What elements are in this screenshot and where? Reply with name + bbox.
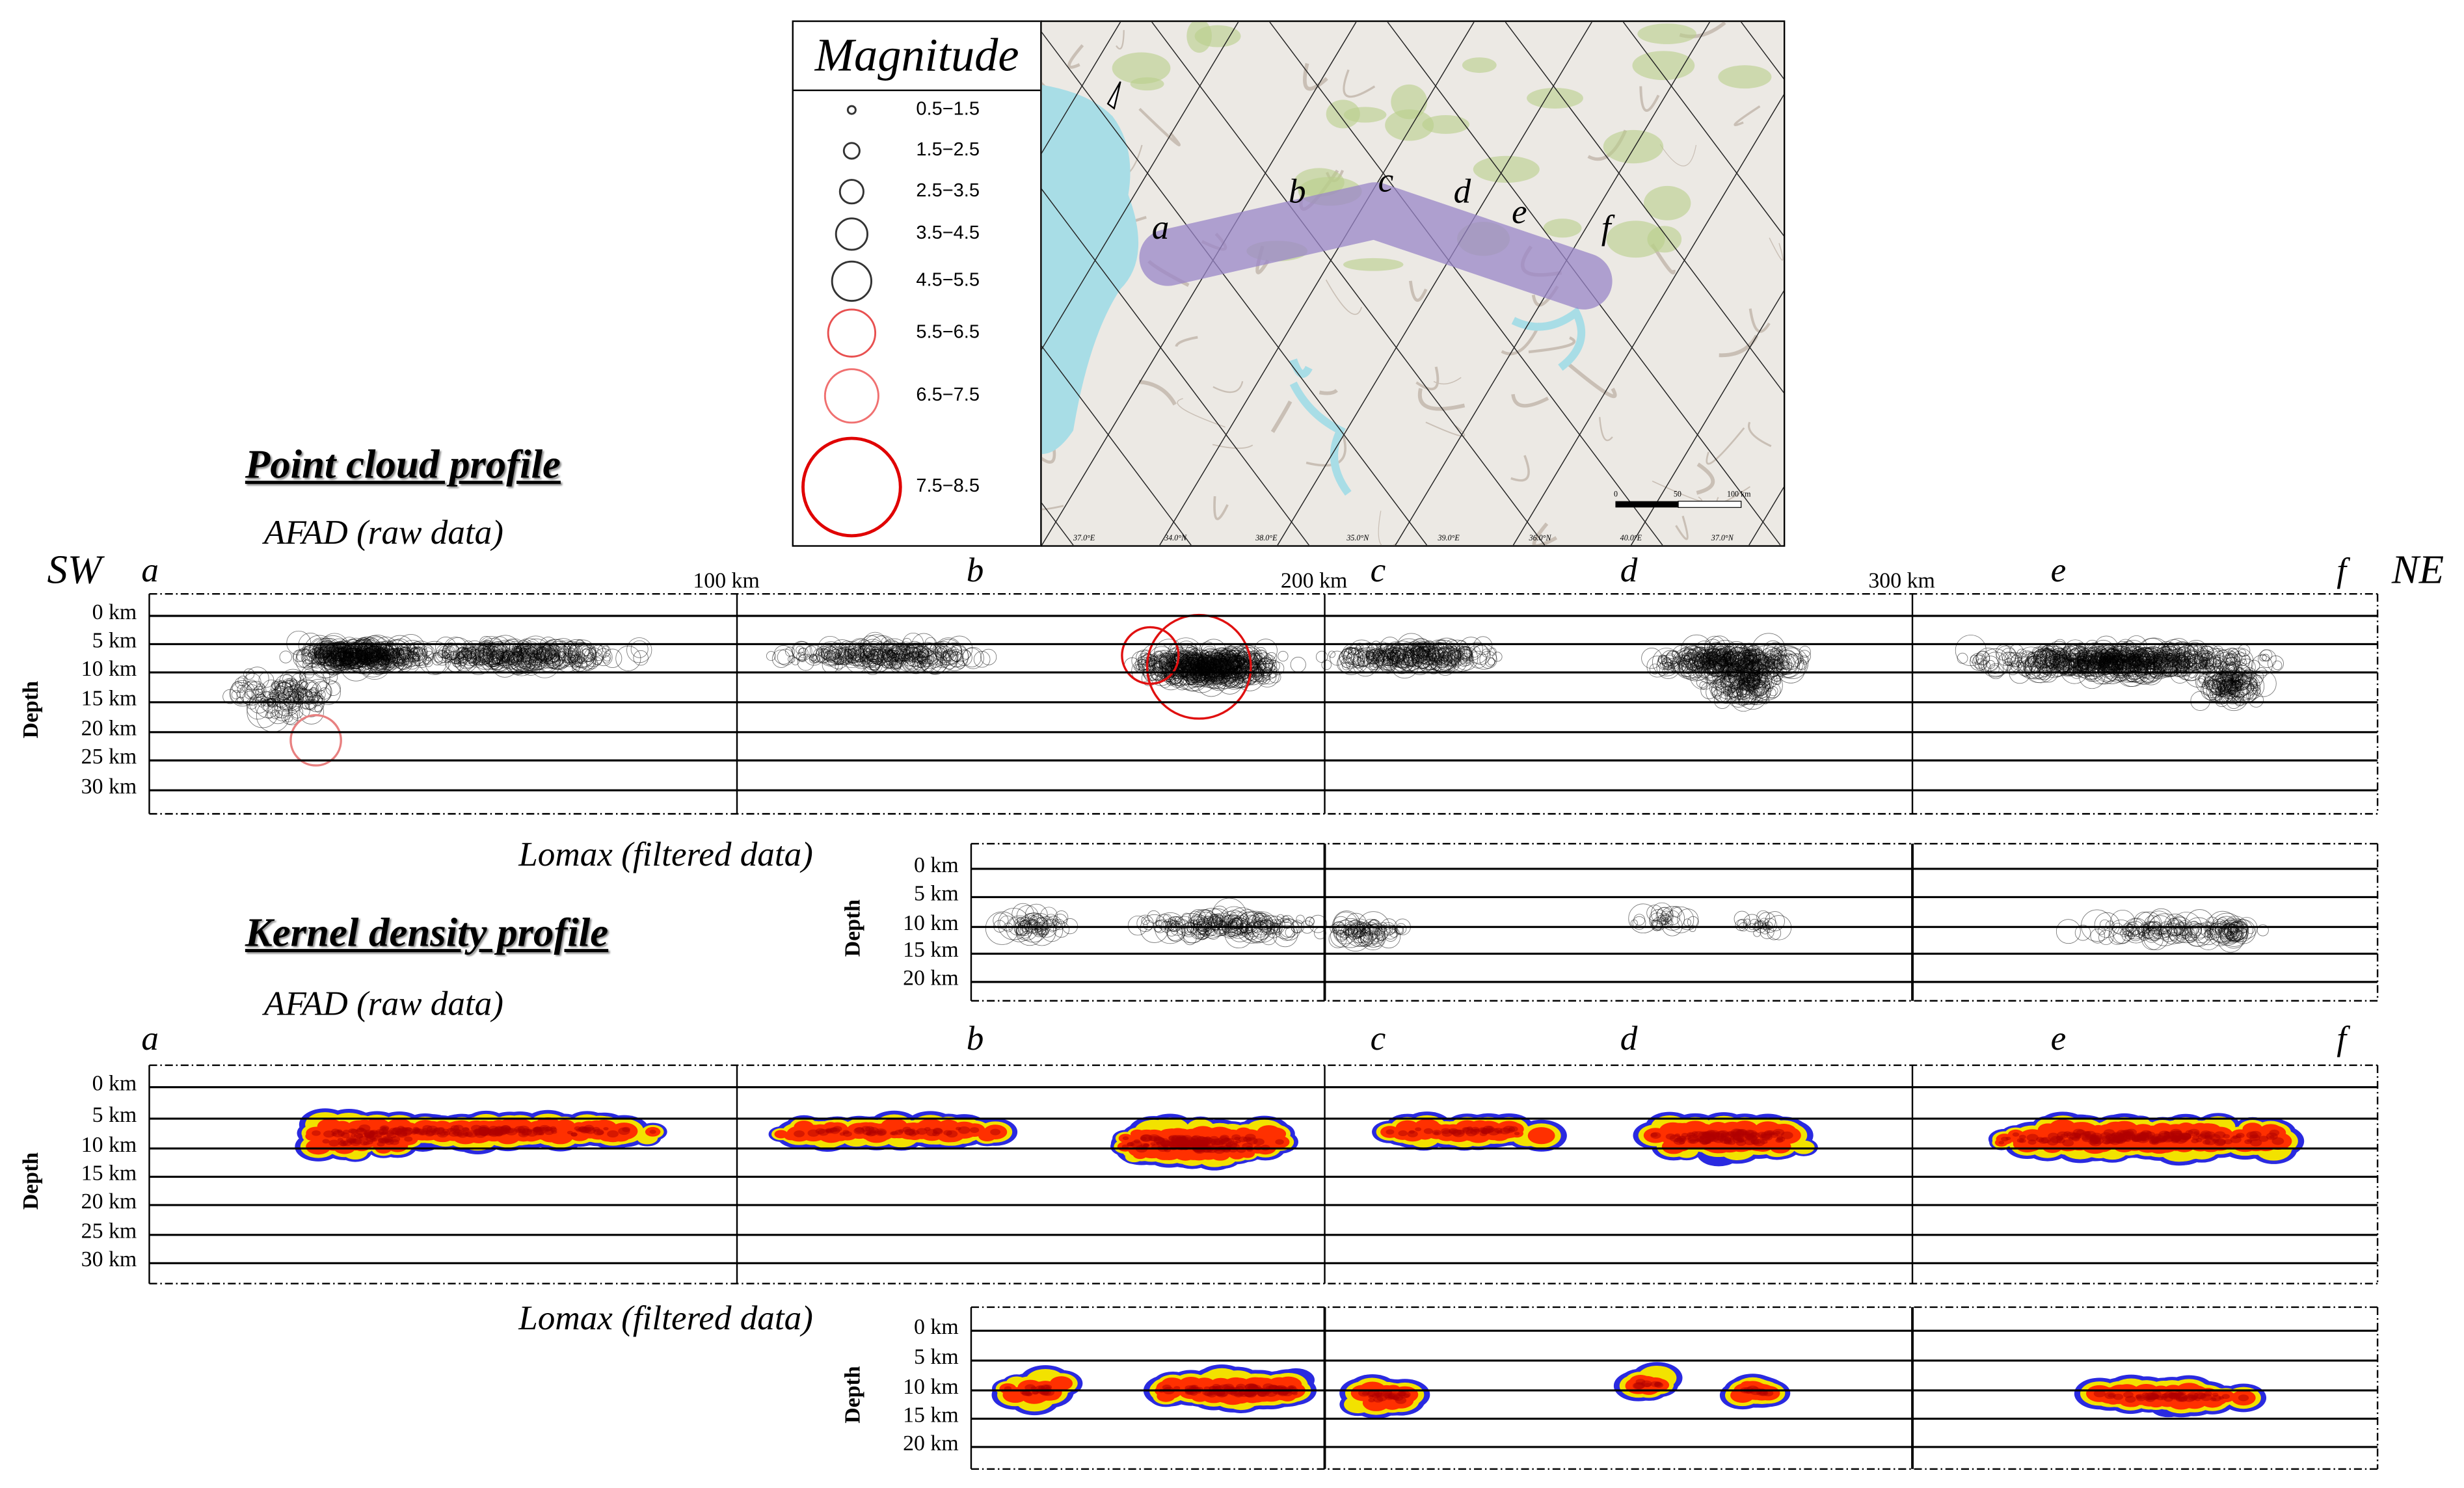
kernel-density-title: Kernel density profile — [245, 910, 608, 957]
legend-label-4: 4.5−5.5 — [916, 269, 980, 291]
legend-label-7: 7.5−8.5 — [916, 475, 980, 497]
depth-label: 5 km — [58, 630, 137, 656]
depth-label: 10 km — [880, 913, 959, 938]
depth-label: 20 km — [880, 968, 959, 993]
legend-label-5: 5.5−6.5 — [916, 321, 980, 343]
depth-label: 10 km — [58, 658, 137, 684]
depth-label: 20 km — [58, 718, 137, 743]
grid-label: 40.0°E — [1620, 533, 1642, 542]
depth-label: 15 km — [880, 940, 959, 965]
map-point-f: f — [1601, 209, 1615, 246]
lomax-label-1: Lomax (filtered data) — [518, 834, 813, 875]
depth-label: 5 km — [880, 883, 959, 909]
grid-label: 39.0°E — [1437, 533, 1460, 542]
depth-label: 0 km — [880, 855, 959, 880]
depth-label: 25 km — [58, 747, 137, 772]
afad-label-2: AFAD (raw data) — [264, 983, 503, 1024]
map-point-d: d — [1454, 173, 1471, 211]
grid-label: 37.0°N — [1711, 533, 1734, 542]
map-point-b: b — [1289, 173, 1306, 211]
legend-label-6: 6.5−7.5 — [916, 383, 980, 405]
grid-label: 37.0°E — [1073, 533, 1095, 542]
afad-label-1: AFAD (raw data) — [264, 512, 503, 553]
legend-label-2: 2.5−3.5 — [916, 179, 980, 201]
grid-label: 35.0°N — [1346, 533, 1369, 542]
depth-label: 15 km — [58, 688, 137, 713]
scale-end: 100 km — [1727, 489, 1751, 498]
map-point-c: c — [1378, 162, 1394, 200]
depth-label: 0 km — [58, 602, 137, 627]
map-point-a: a — [1152, 209, 1170, 246]
legend-label-1: 1.5−2.5 — [916, 139, 980, 161]
grid-label: 36.0°N — [1529, 533, 1552, 542]
lomax-label-2: Lomax (filtered data) — [518, 1297, 813, 1338]
scale-zero: 0 — [1614, 489, 1618, 498]
legend-label-3: 3.5−4.5 — [916, 222, 980, 244]
point-cloud-title: Point cloud profile — [245, 442, 561, 488]
grid-label: 38.0°E — [1255, 533, 1278, 542]
ne-label: NE — [2392, 547, 2444, 594]
grid-label: 34.0°N — [1164, 533, 1187, 542]
legend-title: Magnitude — [794, 22, 1040, 91]
depth-axis-label: Depth — [20, 681, 46, 738]
map-point-e: e — [1512, 193, 1527, 231]
legend-label-0: 0.5−1.5 — [916, 98, 980, 120]
sw-label: SW — [47, 547, 101, 594]
depth-axis-label: Depth — [842, 899, 868, 957]
scale-mid: 50 — [1674, 489, 1681, 498]
depth-label: 30 km — [58, 776, 137, 801]
